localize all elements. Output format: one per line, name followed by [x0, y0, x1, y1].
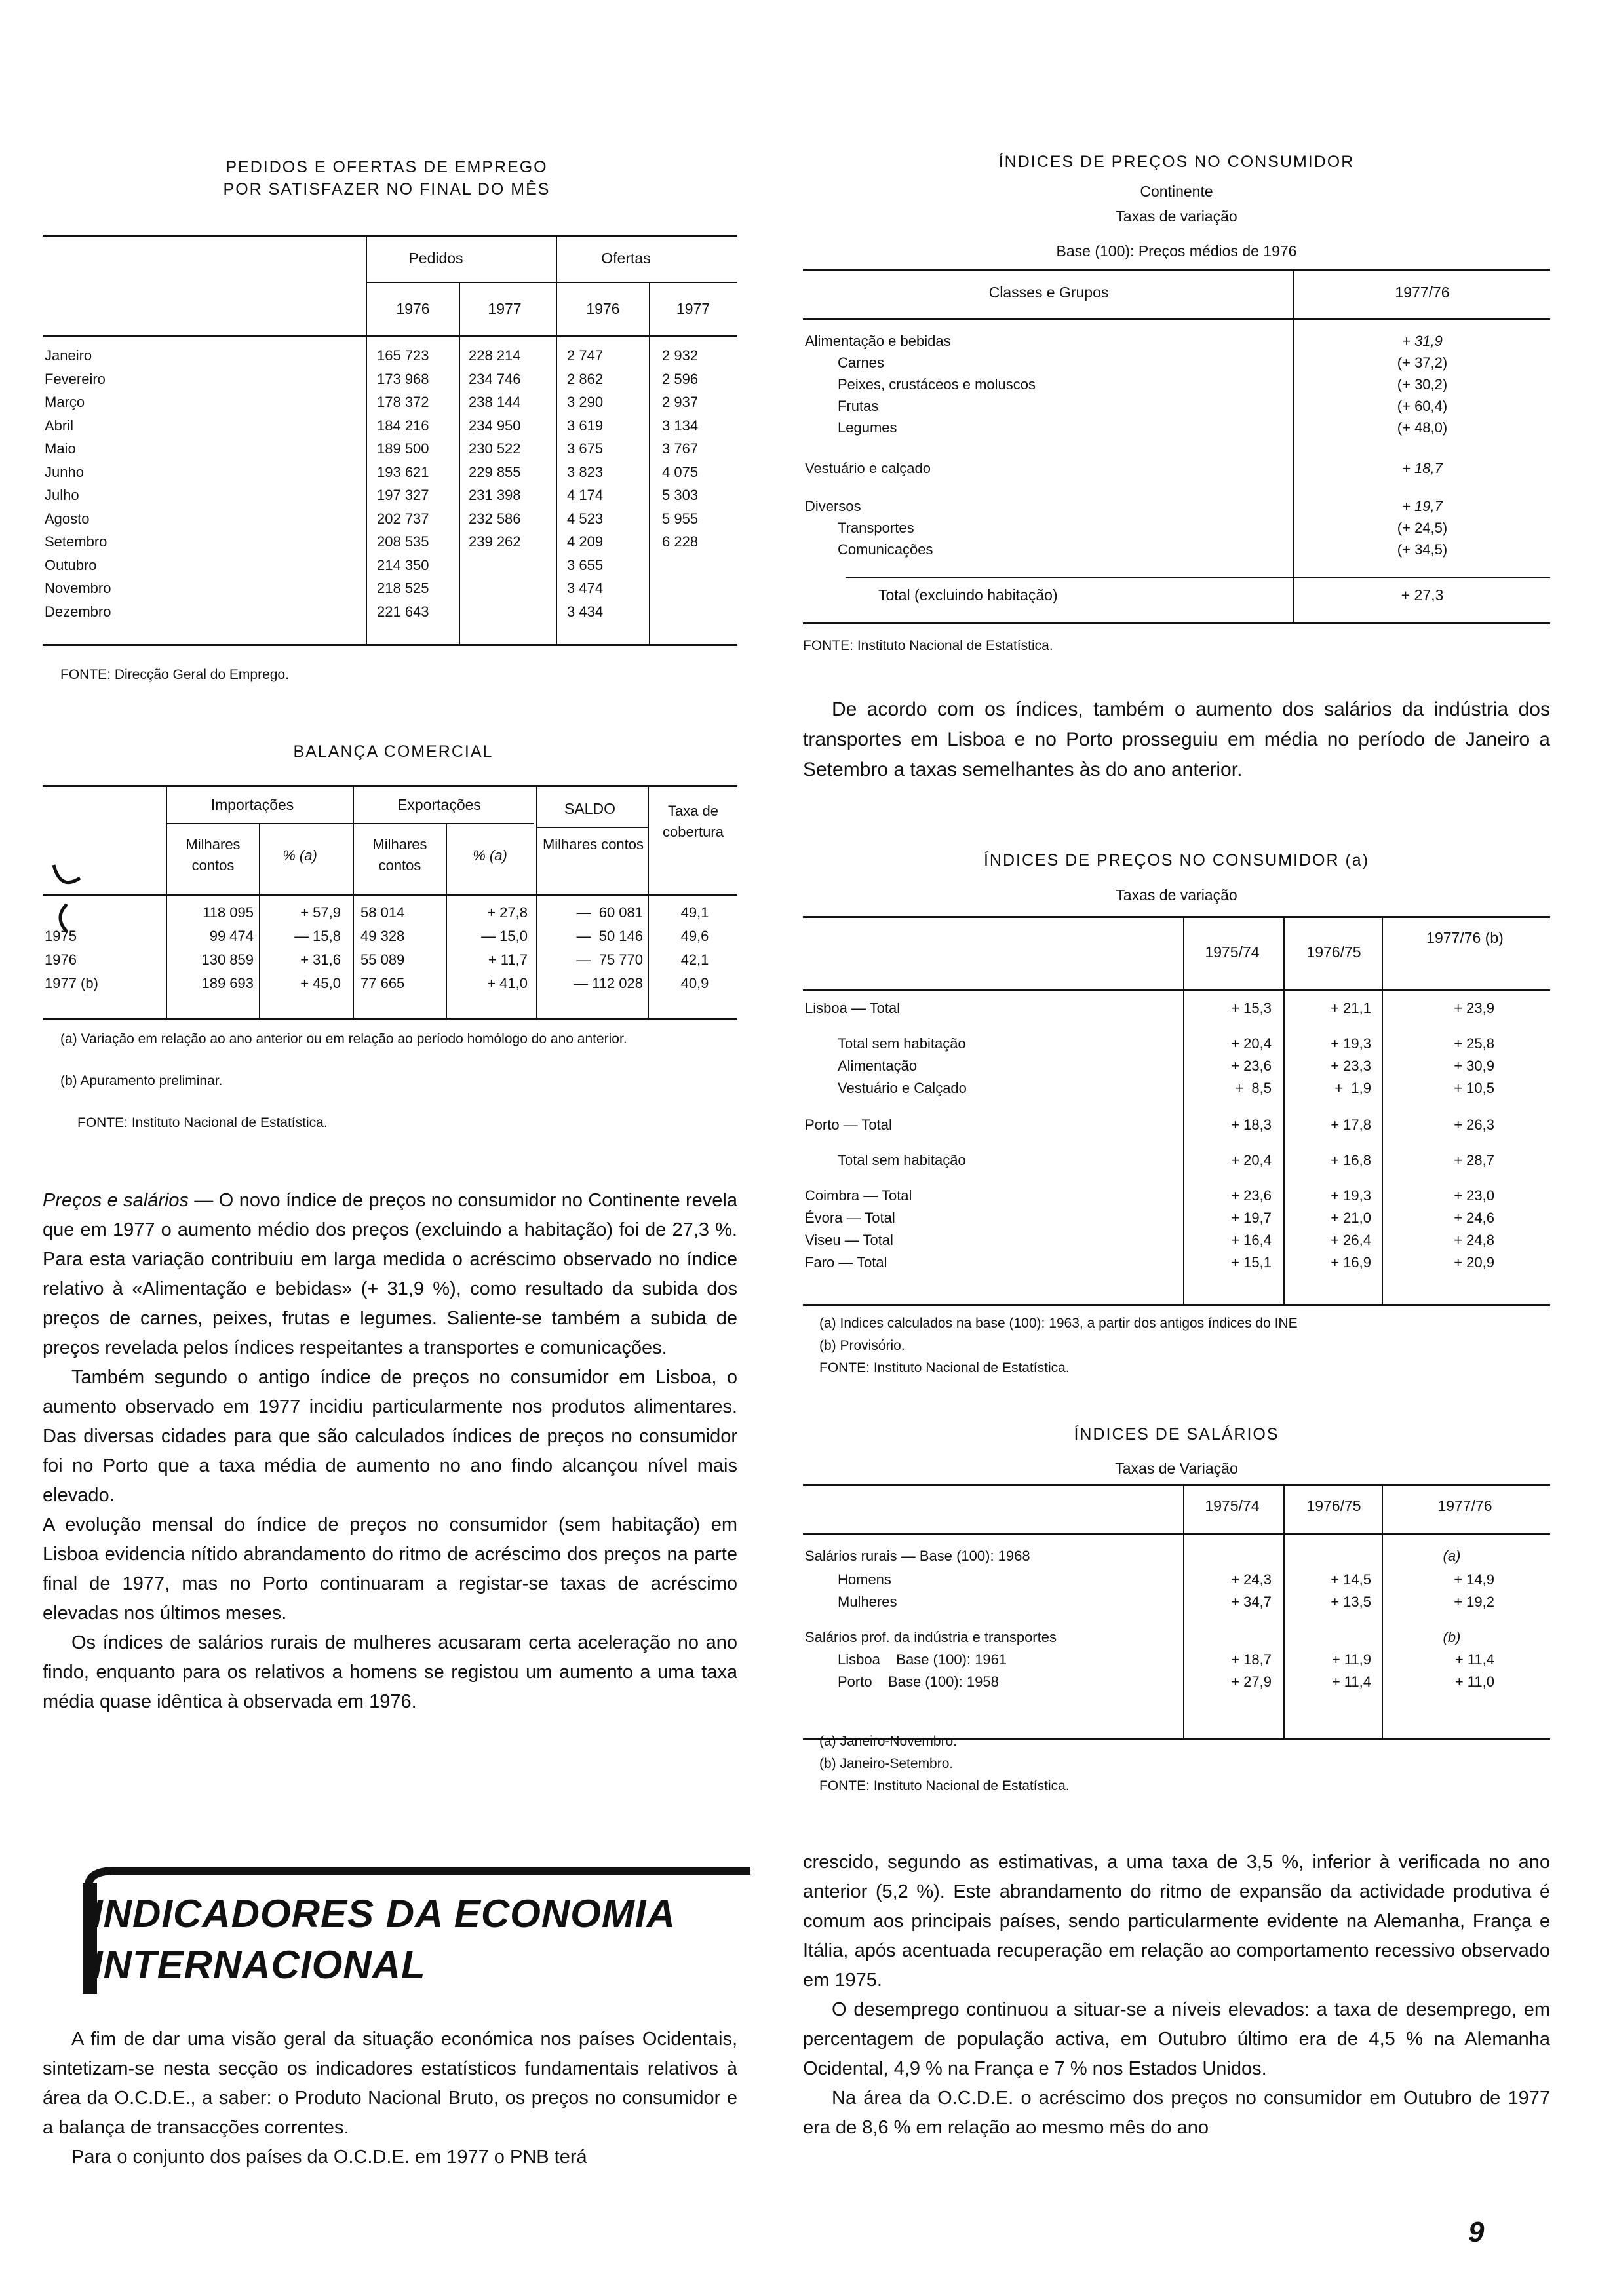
salarios-cell: + 14,9: [1454, 1571, 1494, 1588]
ofertas-1977-cell: 2 932: [662, 347, 699, 364]
ofertas-1976-cell: 3 434: [567, 603, 604, 620]
ipc2-sub: Taxas de variação: [1116, 887, 1237, 904]
paragraph: A fim de dar uma visão geral da situação económica nos países Ocidentais, sintetizam-se nesta secção os indicadores estatísticos fundamentais relativos à área da O.C.D.E., a saber: o Produto Nacional Bruto, os preços no consumidor e a balança de transacções correntes.: [43, 2029, 737, 2138]
ipc2-cell: + 19,3: [1331, 1035, 1371, 1052]
ipc1-base: Base (100): Preços médios de 1976: [1056, 242, 1297, 259]
ofertas-1976-cell: 3 474: [567, 580, 604, 596]
pedidos-1976-cell: 178 372: [377, 394, 429, 410]
export-value: 58 014: [360, 904, 405, 921]
import-value: 189 693: [201, 975, 254, 991]
salarios-cell: + 27,9: [1231, 1674, 1272, 1690]
col-header: 1977: [488, 300, 522, 317]
salarios-cell: + 11,0: [1454, 1674, 1494, 1690]
salarios-col-header: 1977/76: [1437, 1497, 1492, 1514]
milhares-header: Milhares contos: [542, 836, 644, 852]
ipc2-cell: + 1,9: [1334, 1080, 1371, 1096]
paragraph: A evolução mensal do índice de preços no consumidor (sem habitação) em Lisboa evidencia nítido abrandamento do ritmo de acréscimo dos preços na parte final de 1977, mas no Porto continuaram a registar-se taxas de acréscimo elevadas nos últimos meses.: [43, 1514, 737, 1624]
month-label: Novembro: [45, 580, 111, 596]
ofertas-1976-cell: 4 523: [567, 510, 604, 527]
scan-mark-icon: [47, 852, 87, 937]
ipc2-cell: + 20,4: [1231, 1152, 1272, 1168]
ofertas-1976-cell: 3 675: [567, 440, 604, 457]
ipc2-row-label: Évora — Total: [805, 1210, 895, 1226]
ipc1-class-label: Legumes: [838, 419, 897, 436]
ipc2-row-label: Lisboa — Total: [805, 1000, 901, 1016]
ipc2-col-header: 1975/74: [1205, 944, 1260, 961]
ofertas-1976-cell: 3 619: [567, 417, 604, 434]
salarios-row-label: Porto Base (100): 1958: [838, 1674, 999, 1690]
ipc1-class-value: (+ 37,2): [1397, 354, 1448, 371]
pedidos-1976-cell: 197 327: [377, 487, 429, 503]
ofertas-1977-cell: 6 228: [662, 533, 699, 550]
export-value: 77 665: [360, 975, 405, 991]
ofertas-1976-cell: 3 290: [567, 394, 604, 410]
ipc1-class-value: + 19,7: [1402, 498, 1443, 514]
ipc2-cell: + 18,3: [1231, 1117, 1272, 1133]
pedidos-1977-cell: 238 144: [469, 394, 521, 410]
ipc1-class-value: + 18,7: [1402, 460, 1443, 476]
ipc2-cell: + 23,9: [1454, 1000, 1494, 1016]
ipc2-row-label: Faro — Total: [805, 1254, 887, 1271]
paragraph: Para o conjunto dos países da O.C.D.E. em 1977 o PNB terá: [71, 2147, 587, 2168]
month-label: Outubro: [45, 556, 97, 573]
pedidos-1977-cell: 231 398: [469, 487, 521, 503]
ipc2-cell: + 23,6: [1231, 1058, 1272, 1074]
pct-header: % (a): [282, 847, 317, 864]
ipc1-class-label: Peixes, crustáceos e moluscos: [838, 376, 1036, 392]
ipc1-total-label: Total (excluindo habitação): [878, 586, 1058, 603]
export-pct: + 11,7: [488, 951, 528, 968]
paragraph: Também segundo o antigo índice de preços no consumidor em Lisboa, o aumento observado em 1977 incidiu particularmente nos produtos alimentares. Das diversas cidades para que são calculados índices de preços no consumidor foi no Porto que a taxa média de aumento no ano findo alcançou nível mais elevado.: [43, 1367, 737, 1506]
month-label: Agosto: [45, 510, 90, 527]
ipc1-sub2: Taxas de variação: [1116, 208, 1237, 225]
ipc2-row-label: Coimbra — Total: [805, 1187, 912, 1204]
ipc2-row-label: Porto — Total: [805, 1117, 892, 1133]
pedidos-1976-cell: 218 525: [377, 580, 429, 596]
ipc2-cell: + 19,7: [1231, 1210, 1272, 1226]
salarios-cell: + 11,4: [1454, 1651, 1494, 1668]
ipc2-col-header: 1976/75: [1306, 944, 1361, 961]
salarios-cell: + 11,9: [1331, 1651, 1371, 1668]
salarios-cell: + 24,3: [1231, 1571, 1272, 1588]
paragraph: De acordo com os índices, também o aumento dos salários da indústria dos transportes em Lisboa e no Porto prosseguiu em média no período de Janeiro a Setembro a taxas semelhantes às do ano anterior.: [803, 698, 1550, 780]
ipc2-row-label: Vestuário e Calçado: [838, 1080, 967, 1096]
balanca-note-b: (b) Apuramento preliminar.: [60, 1073, 223, 1088]
ipc1-class-label: Frutas: [838, 398, 879, 414]
balanca-title: BALANÇA COMERCIAL: [293, 742, 494, 761]
import-header: Importações: [210, 796, 294, 813]
pedidos-1976-cell: 202 737: [377, 510, 429, 527]
salarios-cell: + 19,2: [1454, 1594, 1494, 1610]
ipc2-row-label: Viseu — Total: [805, 1232, 893, 1248]
ipc1-class-value: (+ 34,5): [1397, 541, 1448, 558]
pedidos-1977-cell: 234 950: [469, 417, 521, 434]
ofertas-group-header: Ofertas: [601, 250, 651, 267]
salarios-row-label: Salários rurais — Base (100): 1968: [805, 1548, 1030, 1564]
ipc1-sub1: Continente: [1140, 183, 1213, 200]
banner-title-2: INTERNACIONAL: [92, 1943, 426, 1987]
pedidos-1976-cell: 208 535: [377, 533, 429, 550]
taxa-value: 49,6: [680, 928, 709, 944]
pedidos-title-2: POR SATISFAZER NO FINAL DO MÊS: [223, 180, 551, 199]
ipc2-cell: + 30,9: [1454, 1058, 1494, 1074]
import-pct: + 45,0: [300, 975, 341, 991]
import-pct: — 15,8: [294, 928, 341, 944]
ipc2-cell: + 10,5: [1454, 1080, 1494, 1096]
ipc2-row-label: Total sem habitação: [838, 1152, 966, 1168]
precos-salarios-text: [43, 1186, 737, 1717]
pedidos-title-1: PEDIDOS E OFERTAS DE EMPREGO: [225, 158, 548, 176]
month-label: Fevereiro: [45, 370, 106, 387]
ipc1-class-value: (+ 30,2): [1397, 376, 1448, 392]
milhares-header: Milhares contos: [372, 836, 427, 873]
ofertas-1976-cell: 4 174: [567, 487, 604, 503]
ipc1-fonte: FONTE: Instituto Nacional de Estatística.: [803, 638, 1053, 653]
ipc2-col-header: 1977/76 (b): [1426, 929, 1504, 946]
ipc2-cell: + 21,0: [1331, 1210, 1371, 1226]
intl-right-text: [803, 1848, 1550, 2143]
salarios-cell: + 13,5: [1331, 1594, 1371, 1610]
ipc2-cell: + 20,9: [1454, 1254, 1494, 1271]
ipc2-cell: + 17,8: [1331, 1117, 1371, 1133]
salarios-cell: + 11,4: [1331, 1674, 1371, 1690]
ipc2-cell: + 16,9: [1331, 1254, 1371, 1271]
month-label: Março: [45, 394, 85, 410]
salarios-row-label: Homens: [838, 1571, 891, 1588]
col-header: 1977: [676, 300, 710, 317]
pedidos-1976-cell: 165 723: [377, 347, 429, 364]
ofertas-1977-cell: 5 955: [662, 510, 699, 527]
pedidos-1977-cell: 229 855: [469, 463, 521, 480]
col-header: 1976: [586, 300, 620, 317]
milhares-header: Milhares contos: [185, 836, 241, 873]
salarios-fonte: FONTE: Instituto Nacional de Estatística.: [819, 1778, 1070, 1793]
pedidos-1976-cell: 184 216: [377, 417, 429, 434]
saldo-value: — 60 081: [576, 904, 643, 921]
salarios-col-header: 1975/74: [1205, 1497, 1260, 1514]
ipc2-title: ÍNDICES DE PREÇOS NO CONSUMIDOR (a): [983, 851, 1370, 870]
ofertas-1976-cell: 4 209: [567, 533, 604, 550]
salarios-row-label: Mulheres: [838, 1594, 897, 1610]
taxa-value: 42,1: [680, 951, 709, 968]
year-label: 1977 (b): [45, 975, 98, 991]
ipc2-cell: + 19,3: [1331, 1187, 1371, 1204]
saldo-value: — 75 770: [576, 951, 643, 968]
ipc2-cell: + 24,8: [1454, 1232, 1494, 1248]
section-lead: Preços e salários: [43, 1190, 189, 1211]
ipc2-cell: + 15,1: [1231, 1254, 1272, 1271]
ipc1-class-label: Alimentação e bebidas: [805, 333, 951, 349]
ipc2-cell: + 24,6: [1454, 1210, 1494, 1226]
pedidos-1976-cell: 189 500: [377, 440, 429, 457]
month-label: Dezembro: [45, 603, 111, 620]
pedidos-1976-cell: 214 350: [377, 556, 429, 573]
ipc2-fonte: FONTE: Instituto Nacional de Estatística.: [819, 1360, 1070, 1375]
salarios-cell: (a): [1443, 1548, 1461, 1564]
pedidos-1977-cell: 239 262: [469, 533, 521, 550]
month-label: Maio: [45, 440, 76, 457]
ofertas-1977-cell: 3 134: [662, 417, 699, 434]
ofertas-1977-cell: 2 596: [662, 370, 699, 387]
paragraph: Os índices de salários rurais de mulheres acusaram certa aceleração no ano findo, enquanto para os relativos a homens se registou um aumento a uma taxa média quase idêntica à observada em 1976.: [43, 1632, 737, 1712]
ipc1-year-header: 1977/76: [1395, 284, 1450, 301]
saldo-header: SALDO: [564, 800, 615, 817]
ipc2-cell: + 16,4: [1231, 1232, 1272, 1248]
salarios-row-label: Salários prof. da indústria e transportes: [805, 1629, 1057, 1645]
paragraph: O desemprego continuou a situar-se a níveis elevados: a taxa de desemprego, em percentagem de população activa, em Outubro último era de 4,5 % na Alemanha Ocidental, 4,9 % na França e 7 % nos Estados Unidos.: [803, 1999, 1550, 2079]
ofertas-1976-cell: 2 747: [567, 347, 604, 364]
salarios-cell: + 34,7: [1231, 1594, 1272, 1610]
paragraph-text: Preços e salários — O novo índice de preços no consumidor no Continente revela que em 1977 o aumento médio dos preços (excluindo a habitação) foi de 27,3 %. Para esta variação contribuiu em larga medida o acréscimo observado no índice relativo à «Alimentação e bebidas» (+ 31,9 %), como resultado da subida dos preços de carnes, peixes, frutas e legumes. Saliente-se também a subida de preços revelada pelos índices respeitantes a transportes e comunicações.: [43, 1190, 737, 1358]
import-value: 118 095: [203, 904, 254, 921]
taxa-value: 49,1: [680, 904, 709, 921]
export-value: 55 089: [360, 951, 405, 968]
taxa-value: 40,9: [680, 975, 709, 991]
salarios-row-label: Lisboa Base (100): 1961: [838, 1651, 1007, 1668]
ipc1-class-label: Transportes: [838, 520, 914, 536]
pedidos-fonte: FONTE: Direcção Geral do Emprego.: [60, 667, 289, 682]
pedidos-1976-cell: 173 968: [377, 370, 429, 387]
paragraph: Na área da O.C.D.E. o acréscimo dos preços no consumidor em Outubro de 1977 era de 8,6 % em relação ao mesmo mês do ano: [803, 2088, 1550, 2138]
export-header: Exportações: [397, 796, 481, 813]
taxa-header: Taxa de cobertura: [663, 803, 724, 840]
salarios-title: ÍNDICES DE SALÁRIOS: [1074, 1425, 1279, 1444]
export-pct: + 27,8: [487, 904, 528, 921]
pedidos-group-header: Pedidos: [408, 250, 463, 267]
balanca-fonte: FONTE: Instituto Nacional de Estatística.: [77, 1115, 328, 1130]
ipc2-row-label: Total sem habitação: [838, 1035, 966, 1052]
ipc2-cell: + 26,3: [1454, 1117, 1494, 1133]
month-label: Abril: [45, 417, 74, 434]
ipc2-cell: + 26,4: [1331, 1232, 1371, 1248]
paragraph: crescido, segundo as estimativas, a uma taxa de 3,5 %, inferior à verificada no ano anterior (5,2 %). Este abrandamento do ritmo de expansão da actividade produtiva é comum aos principais países, sendo particularmente evidente na Alemanha, França e Itália, após acentuada recuperação em relação ao comportamento recessivo observado em 1975.: [803, 1852, 1550, 1991]
ipc1-total-value: + 27,3: [1401, 586, 1444, 603]
saldo-value: — 112 028: [573, 975, 643, 991]
ipc1-class-value: + 31,9: [1402, 333, 1443, 349]
pedidos-1976-cell: 221 643: [377, 603, 429, 620]
page-number: 9: [1468, 2216, 1485, 2248]
salarios-cell: (b): [1443, 1629, 1461, 1645]
year-label: 1976: [45, 951, 77, 968]
ofertas-1976-cell: 3 823: [567, 463, 604, 480]
salarios-note-b: (b) Janeiro-Setembro.: [819, 1756, 954, 1771]
export-pct: + 41,0: [487, 975, 528, 991]
year-label: 1975: [45, 928, 77, 944]
month-label: Junho: [45, 463, 84, 480]
ipc2-cell: + 23,0: [1454, 1187, 1494, 1204]
month-label: Julho: [45, 487, 79, 503]
ofertas-1977-cell: 5 303: [662, 487, 699, 503]
ofertas-1977-cell: 4 075: [662, 463, 699, 480]
ofertas-1977-cell: 3 767: [662, 440, 699, 457]
balanca-note-a: (a) Variação em relação ao ano anterior ou em relação ao período homólogo do ano anterior.: [60, 1031, 627, 1046]
ipc1-class-label: Vestuário e calçado: [805, 460, 931, 476]
ofertas-1976-cell: 2 862: [567, 370, 604, 387]
pct-header: % (a): [473, 847, 507, 864]
ipc1-class-label: Comunicações: [838, 541, 933, 558]
month-label: Setembro: [45, 533, 107, 550]
ipc1-class-label: Diversos: [805, 498, 861, 514]
ipc2-cell: + 15,3: [1231, 1000, 1272, 1016]
pedidos-1977-cell: 230 522: [469, 440, 521, 457]
ipc2-cell: + 21,1: [1331, 1000, 1371, 1016]
import-value: 99 474: [209, 928, 254, 944]
pedidos-1977-cell: 232 586: [469, 510, 521, 527]
col-header: 1976: [396, 300, 430, 317]
salarios-cell: + 14,5: [1331, 1571, 1371, 1588]
paragraph: [43, 1186, 737, 1363]
salarios-cell: + 18,7: [1231, 1651, 1272, 1668]
pedidos-1977-cell: 234 746: [469, 370, 521, 387]
ipc2-cell: + 23,3: [1331, 1058, 1371, 1074]
ipc1-title: ÍNDICES DE PREÇOS NO CONSUMIDOR: [998, 153, 1355, 171]
ipc2-cell: + 25,8: [1454, 1035, 1494, 1052]
ipc2-cell: + 16,8: [1331, 1152, 1371, 1168]
banner-title-1: INDICADORES DA ECONOMIA: [92, 1892, 676, 1936]
import-pct: + 57,9: [300, 904, 341, 921]
ipc1-classes-header: Classes e Grupos: [988, 284, 1109, 301]
import-value: 130 859: [201, 951, 254, 968]
ipc2-cell: + 8,5: [1235, 1080, 1272, 1096]
ofertas-1977-cell: 2 937: [662, 394, 699, 410]
export-value: 49 328: [360, 928, 405, 944]
salarios-note-a: (a) Janeiro-Novembro.: [819, 1734, 958, 1749]
saldo-value: — 50 146: [576, 928, 643, 944]
intl-left-text: [43, 2025, 737, 2172]
ipc2-cell: + 28,7: [1454, 1152, 1494, 1168]
export-pct: — 15,0: [481, 928, 528, 944]
import-pct: + 31,6: [300, 951, 341, 968]
month-label: Janeiro: [45, 347, 92, 364]
pedidos-1976-cell: 193 621: [377, 463, 429, 480]
ipc1-class-value: (+ 60,4): [1397, 398, 1448, 414]
ipc2-cell: + 20,4: [1231, 1035, 1272, 1052]
salarios-col-header: 1976/75: [1306, 1497, 1361, 1514]
ofertas-1976-cell: 3 655: [567, 556, 604, 573]
pedidos-1977-cell: 228 214: [469, 347, 521, 364]
salarios-sub: Taxas de Variação: [1115, 1460, 1238, 1477]
ipc1-class-value: (+ 24,5): [1397, 520, 1448, 536]
ipc1-class-value: (+ 48,0): [1397, 419, 1448, 436]
ipc2-row-label: Alimentação: [838, 1058, 918, 1074]
acordo-text: [803, 695, 1550, 785]
ipc2-note-b: (b) Provisório.: [819, 1338, 905, 1353]
ipc1-class-label: Carnes: [838, 354, 884, 371]
ipc2-note-a: (a) Indices calculados na base (100): 1963, a partir dos antigos índices do INE: [819, 1316, 1298, 1331]
ipc2-cell: + 23,6: [1231, 1187, 1272, 1204]
